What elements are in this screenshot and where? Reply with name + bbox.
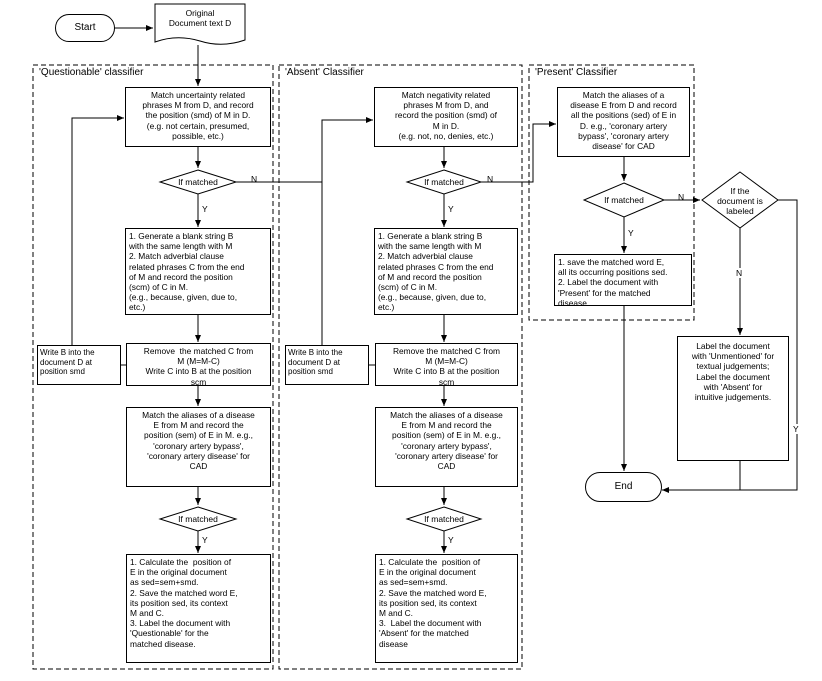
- text-line: E in the original document: [130, 567, 227, 578]
- text-line: 1. Generate a blank string B: [378, 231, 483, 241]
- text-line: 2. Label the document with: [558, 277, 659, 288]
- edge-label-y: Y: [793, 424, 799, 434]
- text-line: 1. Calculate the position of: [379, 557, 481, 567]
- q-remove-box: [126, 343, 271, 386]
- text-line: 1. Generate a blank string B: [129, 231, 234, 241]
- edge-label-y: Y: [202, 204, 208, 214]
- text-line: M and C.: [130, 608, 164, 619]
- text-line: Write C into B at the position: [145, 366, 252, 377]
- document-text: [155, 8, 245, 28]
- text-line: all its occurring positions sed.: [558, 267, 668, 278]
- text-line: Write C into B at the position: [393, 366, 500, 377]
- text-line: Match negativity related: [401, 90, 491, 100]
- text-line: etc.): [129, 302, 146, 313]
- text-line: with 'Unmentioned' for: [691, 351, 775, 362]
- text-line: of M and record the position: [378, 271, 482, 282]
- text-line: M (M=M-C): [425, 356, 468, 367]
- present-panel-title: 'Present' Classifier: [535, 67, 618, 78]
- text-line: Remove the matched C from: [392, 346, 501, 356]
- edge-label-n: N: [487, 174, 494, 184]
- edge-label-y: Y: [628, 228, 634, 238]
- text-line: position (sem) of E in M. e.g.,: [144, 430, 253, 441]
- text-line: position (sem) of E in M. e.g.,: [392, 430, 501, 441]
- edge-label-y: Y: [202, 535, 208, 545]
- text-line: 'Absent' for the matched: [379, 628, 469, 639]
- text-line: 2. Save the matched word E,: [130, 587, 238, 598]
- absent-panel-title: 'Absent' Classifier: [285, 67, 364, 78]
- text-line: (scm) of C in M.: [378, 282, 438, 293]
- text-line: labeled: [726, 206, 754, 216]
- questionable-panel-title: 'Questionable' classifier: [39, 67, 144, 78]
- q-calculate-box: [126, 554, 271, 663]
- text-line: Remove the matched C from: [143, 346, 254, 356]
- text-line: 3. Label the document with: [130, 618, 231, 629]
- text-line: If the: [730, 186, 750, 196]
- a-remove-box: [375, 343, 518, 386]
- p-match-aliases-box: [557, 87, 690, 157]
- q-if-matched-label: If matched: [178, 177, 218, 187]
- q-match-phrases-box: [125, 87, 271, 147]
- text-line: record the position (smd) of: [395, 110, 497, 121]
- text-line: Match uncertainty related: [150, 90, 246, 100]
- text-line: as sed=sem+smd.: [379, 577, 448, 588]
- text-line: 2. Save the matched word E,: [379, 587, 487, 598]
- text-line: Match the aliases of a disease: [142, 410, 255, 420]
- text-line: the position (smd) of M in D.: [145, 110, 251, 121]
- text-line: possible, etc.): [172, 130, 224, 141]
- a-calculate-box: [375, 554, 518, 663]
- document-line-1: Original: [185, 8, 215, 18]
- text-line: M (M=M-C): [177, 356, 220, 367]
- document-line-2: Document text D: [168, 18, 232, 28]
- edge-label-n: N: [251, 174, 258, 184]
- text-line: all the positions (sed) of E in: [570, 110, 677, 121]
- text-line: disease: [558, 297, 587, 306]
- text-line: related phrases C from the end: [378, 261, 494, 272]
- text-line: 2. Match adverbial clause: [378, 251, 473, 262]
- q-match-aliases-box: [126, 407, 271, 487]
- text-line: bypass', 'coronary artery: [578, 130, 669, 141]
- edge-label-n: N: [678, 192, 685, 202]
- text-line: with 'Absent' for: [703, 381, 763, 392]
- a-if-matched-2-label: If matched: [424, 514, 464, 524]
- text-line: related phrases C from the end: [129, 261, 245, 272]
- text-line: (e.g. not, no, denies, etc.): [398, 130, 494, 141]
- a-match-aliases-box: [375, 407, 518, 487]
- text-line: position smd: [40, 367, 85, 377]
- edge-label-n: N: [736, 268, 743, 278]
- text-line: intuitive judgements.: [694, 392, 772, 403]
- a-if-matched-label: If matched: [424, 177, 464, 187]
- text-line: matched disease.: [130, 638, 196, 649]
- text-line: 'coronary artery bypass',: [401, 440, 492, 451]
- text-line: phrases M from D, and record: [142, 100, 254, 111]
- p-label-unmentioned-box: [677, 336, 789, 461]
- text-line: (e.g., because, given, due to,: [378, 292, 487, 303]
- text-line: its position sed, its context: [130, 597, 228, 608]
- text-line: CAD: [189, 461, 208, 472]
- text-line: of M and record the position: [129, 271, 233, 282]
- p-save-box: [554, 254, 692, 306]
- a-write-b-box: [285, 345, 369, 385]
- start-terminal: Start: [55, 14, 115, 42]
- text-line: textual judgements;: [696, 361, 770, 372]
- a-match-phrases-box: [374, 87, 518, 147]
- text-line: E in the original document: [379, 567, 476, 578]
- text-line: Label the document: [696, 341, 770, 351]
- text-line: 1. save the matched word E,: [558, 257, 665, 267]
- edge-label-y: Y: [448, 204, 454, 214]
- text-line: scm: [190, 376, 207, 386]
- text-line: position smd: [288, 367, 333, 377]
- text-line: Write B into the: [40, 348, 95, 357]
- text-line: E from M and record the: [153, 420, 244, 431]
- text-line: (scm) of C in M.: [129, 282, 189, 293]
- text-line: 3. Label the document with: [379, 618, 482, 629]
- text-line: 1. Calculate the position of: [130, 557, 232, 567]
- text-line: (e.g. not certain, presumed,: [146, 120, 250, 131]
- text-line: 'coronary artery disease' for: [147, 450, 250, 461]
- text-line: Match the aliases of a: [582, 90, 665, 100]
- text-line: document is: [717, 196, 763, 206]
- q-write-b-box: [37, 345, 121, 385]
- p-if-matched-label: If matched: [604, 195, 644, 205]
- text-line: 'Questionable' for the: [130, 628, 209, 639]
- edge-label-y: Y: [448, 535, 454, 545]
- text-line: 'coronary artery disease' for: [395, 450, 498, 461]
- text-line: as sed=sem+smd.: [130, 577, 199, 588]
- end-terminal: End: [585, 472, 662, 502]
- text-line: 2. Match adverbial clause: [129, 251, 224, 262]
- text-line: Write B into the: [288, 348, 343, 357]
- text-line: disease E from D and record: [570, 100, 677, 111]
- text-line: 'Present' for the matched: [558, 287, 651, 298]
- text-line: disease' for CAD: [592, 141, 655, 152]
- text-line: E from M and record the: [401, 420, 492, 431]
- text-line: its position sed, its context: [379, 597, 477, 608]
- p-if-labeled-label: [708, 186, 772, 216]
- text-line: (e.g., because, given, due to,: [129, 292, 238, 303]
- q-if-matched-2-label: If matched: [178, 514, 218, 524]
- text-line: scm: [438, 376, 455, 386]
- text-line: phrases M from D, and: [403, 100, 489, 111]
- text-line: document D at: [40, 357, 93, 367]
- a-generate-box: [374, 228, 518, 315]
- text-line: 'coronary artery bypass',: [153, 440, 244, 451]
- text-line: M and C.: [379, 608, 413, 619]
- text-line: Label the document: [696, 371, 770, 382]
- text-line: M in D.: [432, 120, 460, 131]
- text-line: document D at: [288, 357, 341, 367]
- text-line: D. e.g., 'coronary artery: [579, 120, 668, 131]
- text-line: Match the aliases of a disease: [390, 410, 503, 420]
- text-line: CAD: [437, 461, 456, 472]
- text-line: with the same length with M: [129, 241, 233, 252]
- q-generate-box: [125, 228, 271, 315]
- text-line: etc.): [378, 302, 395, 313]
- text-line: disease: [379, 638, 408, 649]
- text-line: with the same length with M: [378, 241, 482, 252]
